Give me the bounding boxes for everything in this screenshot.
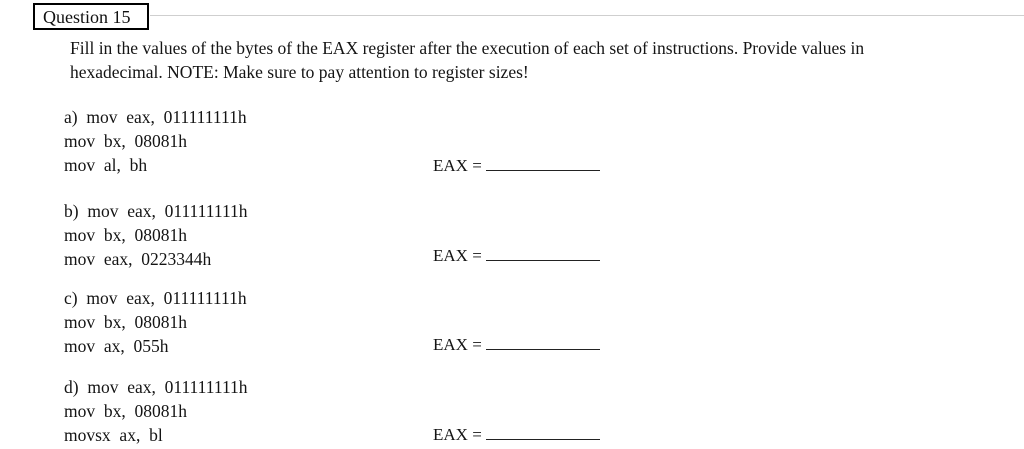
part-a-answer bbox=[433, 156, 600, 176]
part-b-answer-label: EAX = bbox=[433, 246, 482, 265]
part-d-answer bbox=[433, 425, 600, 445]
part-c-answer-blank[interactable] bbox=[486, 348, 600, 350]
part-d bbox=[64, 375, 664, 447]
part-b-line-1: b) mov eax, 011111111h bbox=[64, 201, 248, 221]
part-c-answer-label: EAX = bbox=[433, 335, 482, 354]
part-c-answer bbox=[433, 335, 600, 355]
part-c bbox=[64, 286, 664, 358]
part-b-line-2: mov bx, 08081h bbox=[64, 225, 187, 245]
part-a-answer-label: EAX = bbox=[433, 156, 482, 175]
part-d-line-1: d) mov eax, 011111111h bbox=[64, 377, 248, 397]
part-a-answer-blank[interactable] bbox=[486, 169, 600, 171]
part-a-line-2: mov bx, 08081h bbox=[64, 131, 187, 151]
question-label bbox=[33, 3, 149, 30]
question-label-text: Question 15 bbox=[35, 5, 147, 28]
part-d-line-3: movsx ax, bl bbox=[64, 425, 163, 445]
part-c-line-3: mov ax, 055h bbox=[64, 336, 169, 356]
question-instructions: Fill in the values of the bytes of the EAX register after the execution of each set of instructions. Provide values in hexadecimal. NOTE: Make sure to pay attention to register sizes! bbox=[70, 38, 865, 82]
part-a-line-1: a) mov eax, 011111111h bbox=[64, 107, 247, 127]
header-rule bbox=[150, 15, 1024, 16]
part-c-line-2: mov bx, 08081h bbox=[64, 312, 187, 332]
part-a-line-3: mov al, bh bbox=[64, 155, 148, 175]
part-d-answer-blank[interactable] bbox=[486, 438, 600, 440]
part-d-line-2: mov bx, 08081h bbox=[64, 401, 187, 421]
part-b-answer-blank[interactable] bbox=[486, 259, 600, 261]
part-c-line-1: c) mov eax, 011111111h bbox=[64, 288, 247, 308]
part-b-line-3: mov eax, 0223344h bbox=[64, 249, 212, 269]
part-b bbox=[64, 199, 664, 271]
part-d-answer-label: EAX = bbox=[433, 425, 482, 444]
part-a bbox=[64, 105, 664, 177]
part-b-answer bbox=[433, 246, 600, 266]
